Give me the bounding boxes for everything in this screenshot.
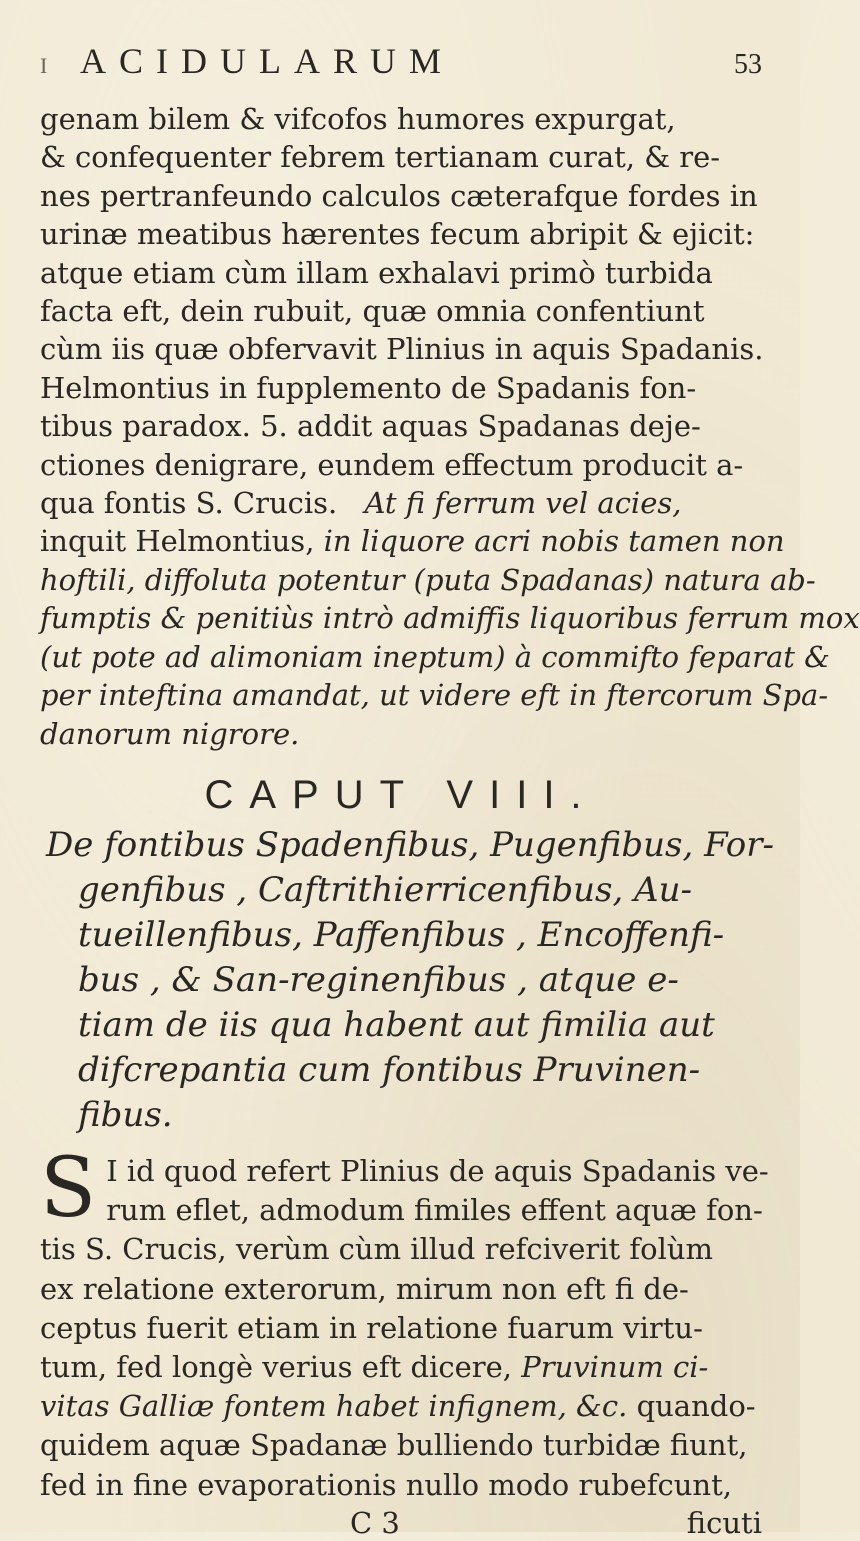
chapter-title-line: tueillenfibus, Paffenfibus , Encoffenfi-: [78, 914, 725, 955]
paragraph-2: [40, 1140, 769, 1505]
quote-line: per inteftina amandat, ut videre eft in ftercorum Spa-: [40, 678, 829, 713]
text-fragment: qua fontis S. Crucis.: [40, 486, 338, 521]
text-line: ceptus fuerit etiam in relatione fuarum virtu-: [40, 1310, 703, 1345]
signature-mark: C 3: [350, 1505, 400, 1540]
text-line: cùm iis quæ obfervavit Plinius in aquis Spadanis.: [40, 332, 764, 367]
text-fragment: tum, fed longè verius eft dicere,: [40, 1349, 513, 1384]
page-number: 53: [734, 49, 762, 80]
chapter-title-line: De fontibus Spadenfibus, Pugenfibus, For-: [46, 824, 775, 865]
text-fragment: quando-: [636, 1389, 756, 1424]
quote-fragment: in liquore acri nobis tamen non: [323, 524, 785, 559]
text-line: atque etiam cùm illam exhalavi primò turbida: [40, 255, 713, 290]
text-line: rum eflet, admodum fimiles effent aquæ fon-: [106, 1193, 763, 1228]
page-header: [40, 40, 762, 100]
text-line: & confequenter febrem tertianam curat, & re-: [40, 140, 721, 175]
text-line: quidem aquæ Spadanæ bulliendo turbidæ fiunt,: [40, 1428, 748, 1463]
running-title: ACIDULARUM: [80, 41, 455, 81]
chapter-title-line: genfibus , Caftrithierricenfibus, Au-: [78, 869, 692, 910]
chapter-title: [46, 823, 775, 1138]
chapter-title-line: tiam de iis qua habent aut fimilia aut: [78, 1004, 715, 1045]
chapter-title-line: difcrepantia cum fontibus Pruvinen-: [78, 1049, 701, 1090]
text-line: tibus paradox. 5. addit aquas Spadanas deje-: [40, 409, 701, 444]
text-line: [40, 484, 762, 522]
text-line: Helmontius in fupplemento de Spadanis fon-: [40, 370, 697, 405]
text-fragment: inquit Helmontius,: [40, 524, 315, 559]
text-line: ctiones denigrare, eundem effectum producit a-: [40, 447, 744, 482]
chapter-title-line: bus , & San-reginenfibus , atque e-: [78, 959, 679, 1000]
text-line: facta eft, dein rubuit, quæ omnia confentiunt: [40, 294, 705, 329]
quote-intro: At fi ferrum vel acies,: [364, 486, 682, 521]
text-line: [40, 1348, 762, 1387]
text-line: urinæ meatibus hærentes fecum abripit & ejicit:: [40, 217, 755, 252]
chapter-title-line: fibus.: [78, 1094, 173, 1135]
chapter-heading: CAPUT VIII.: [204, 772, 598, 817]
quote-line: hoftili, diffoluta potentur (puta Spadanas) natura ab-: [40, 562, 816, 597]
text-line: I id quod refert Plinius de aquis Spadanis ve-: [106, 1153, 769, 1188]
catchword: ficuti: [686, 1505, 762, 1540]
header-mark: I: [40, 53, 48, 78]
drop-cap: S: [40, 1140, 97, 1236]
quote-line: (ut pote ad alimoniam ineptum) à commifto feparat &: [40, 639, 830, 674]
paragraph-1: [40, 100, 860, 753]
text-line: tis S. Crucis, verùm cùm illud refciverit folùm: [40, 1232, 714, 1267]
text-line: ex relatione exterorum, mirum non eft fi de-: [40, 1271, 689, 1306]
italic-fragment: vitas Galliæ fontem habet infignem, &c.: [40, 1389, 628, 1424]
text-line: nes pertranfeundo calculos cæterafque fordes in: [40, 178, 758, 213]
text-line: [40, 522, 785, 560]
quote-line: fumptis & penitiùs intrò admiffis liquoribus ferrum mox: [40, 601, 860, 636]
quote-line: danorum nigrore.: [40, 716, 300, 751]
text-line: genam bilem & vifcofos humores expurgat,: [40, 102, 676, 136]
text-line: fed in fine evaporationis nullo modo rubefcunt,: [40, 1467, 732, 1502]
text-line: [40, 1387, 762, 1426]
italic-fragment: Pruvinum ci-: [521, 1349, 709, 1384]
page-footer: [40, 1505, 762, 1541]
